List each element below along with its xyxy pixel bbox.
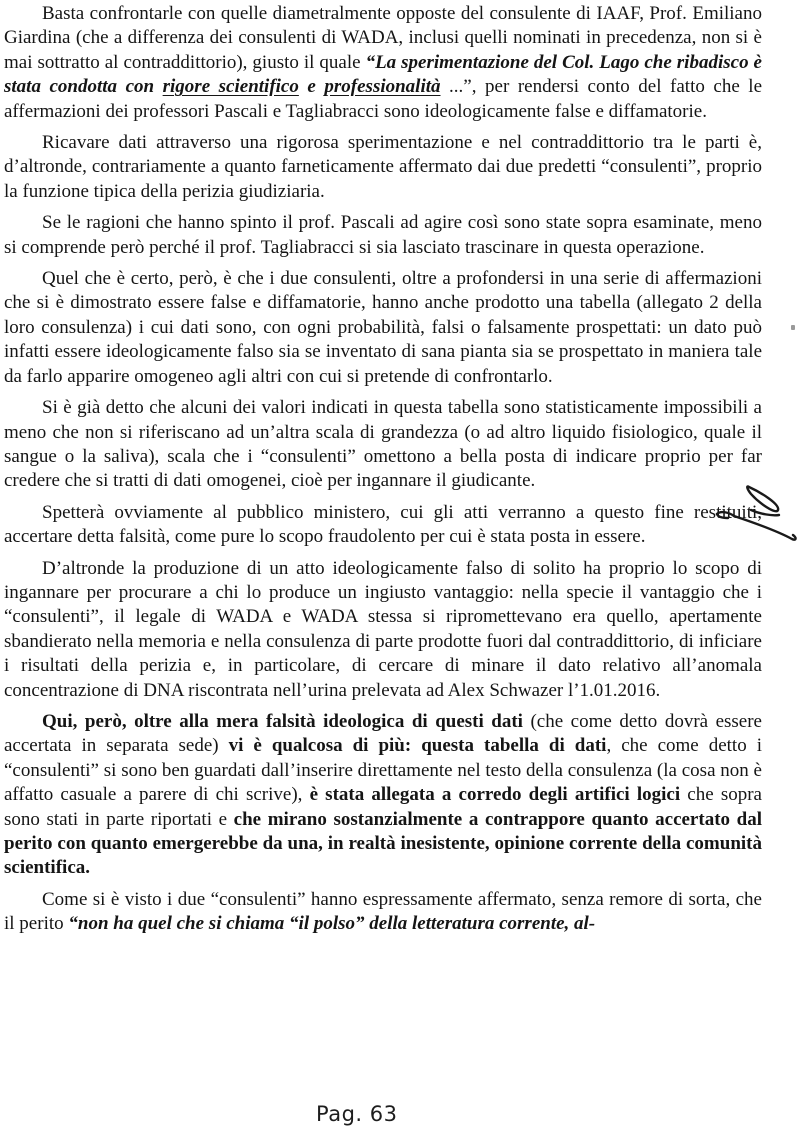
text-run: “non ha quel che si chiama “il polso” della letteratura corrente, al- — [68, 913, 596, 935]
paragraph — [4, 888, 762, 937]
text-run: Come si è visto i due “consulenti” hanno espressamente affermato, senza remore di sorta, che il perito — [4, 888, 762, 935]
text-run: D’altronde la produzione di un atto ideologicamente falso di solito ha proprio lo scopo di ingannare per procurare a chi lo produce un ingiusto vantaggio: nella specie il vantaggio che i “consulenti”, il legale di WADA e WADA stessa si ripromettevano era quello, apertamente sbandierato nella memoria e nella consulenza di parte prodotte fuori dal contraddittorio, di inficiare i risultati della perizia e, in particolare, di cercare di minare il dato relativo all’anomala concentrazione di DNA riscontrata nell’urina prelevata ad Alex Schwazer l’1.01.2016. — [4, 557, 762, 701]
text-run: Quel che è certo, però, è che i due consulenti, oltre a profondersi in una serie di affermazioni che si è dimostrato essere false e diffamatorie, hanno anche prodotto una tabella (allegato 2 della loro consulenza) i cui dati sono, con ogni probabilità, falsi o falsamente prospettati: un dato può infatti essere ideologicamente falso sia se inventato di sana pianta sia se prospettato in maniera tale da farlo apparire omogeneo agli altri con cui si pretende di confrontarlo. — [4, 268, 762, 387]
scan-speck — [791, 325, 795, 330]
text-run: Qui, però, oltre alla mera falsità ideologica di questi dati — [42, 710, 531, 732]
paragraph — [4, 710, 762, 881]
text-run: ...”, per rendersi conto del fatto che le affermazioni dei professori Pascali e Tagliabracci sono ideologicamente false e diffamatorie. — [4, 76, 763, 122]
paragraph — [4, 267, 762, 389]
paragraph — [4, 131, 762, 204]
text-run: professionalità — [324, 76, 441, 98]
paragraph — [4, 557, 762, 703]
text-run: vi è qualcosa di più: questa tabella di dati — [228, 735, 607, 757]
paragraph — [4, 396, 762, 494]
text-run: Spetterà ovviamente al pubblico ministero, cui gli atti verranno a questo fine restituiti, accertare detta falsità, come pure lo scopo fraudolento per cui è stata posta in essere. — [4, 501, 762, 548]
text-run: rigore scientifico — [162, 76, 299, 98]
text-run: e — [298, 76, 325, 98]
handwritten-pen-mark — [705, 470, 800, 560]
text-run: che sopra sono stati in parte riportati e — [4, 784, 762, 830]
text-run: Se le ragioni che hanno spinto il prof. Pascali ad agire così sono state sopra esaminate, meno si comprende però perché il prof. Tagliabracci si sia lasciato trascinare in questa operazione. — [4, 212, 762, 258]
text-run: , che come detto i “consulenti” si sono ben guardati dall’inserire direttamente nel testo della consulenza (la cosa non è affatto casuale a parere di chi scrive), — [4, 735, 763, 806]
text-run: è stata allegata a corredo degli artifici logici — [309, 784, 688, 806]
text-run: Basta confrontarle con quelle diametralmente opposte del consulente di IAAF, Prof. Emiliano Giardina (che a differenza dei consulenti di WADA, inclusi quelli nominati in precedenza, non si è mai sottratto al contraddittorio), giusto il quale — [4, 3, 762, 73]
paragraph — [4, 211, 762, 260]
paragraph — [4, 501, 762, 550]
text-run: Ricavare dati attraverso una rigorosa sperimentazione e nel contraddittorio tra le parti è, d’altronde, contrariamente a quanto farneticamente affermato dai due predetti “consulenti”, proprio la funzione tipica della perizia giudiziaria. — [4, 132, 762, 202]
text-run: che mirano sostanzialmente a contrappore quanto accertato dal perito con quanto emergerebbe da una, in realtà inesistente, opinione corrente della comunità scientifica. — [4, 808, 762, 879]
paragraph — [4, 2, 762, 124]
text-run: Si è già detto che alcuni dei valori indicati in questa tabella sono statisticamente impossibili a meno che non si riferiscano ad un’altra scala di grandezza (o ad altro liquido fisiologico, quale il sangue o la saliva), scala che i “consulenti” omettono a bella posta di indicare proprio per far credere che si tratti di dati omogenei, cioè per ingannare il giudicante. — [4, 397, 762, 492]
document-text — [4, 2, 762, 944]
text-run: “La sperimentazione del Col. Lago che ribadisco è stata condotta con — [4, 51, 762, 98]
page-number: Pag. 63 — [316, 1102, 398, 1126]
text-run: (che come detto dovrà essere accertata in separata sede) — [4, 710, 762, 757]
